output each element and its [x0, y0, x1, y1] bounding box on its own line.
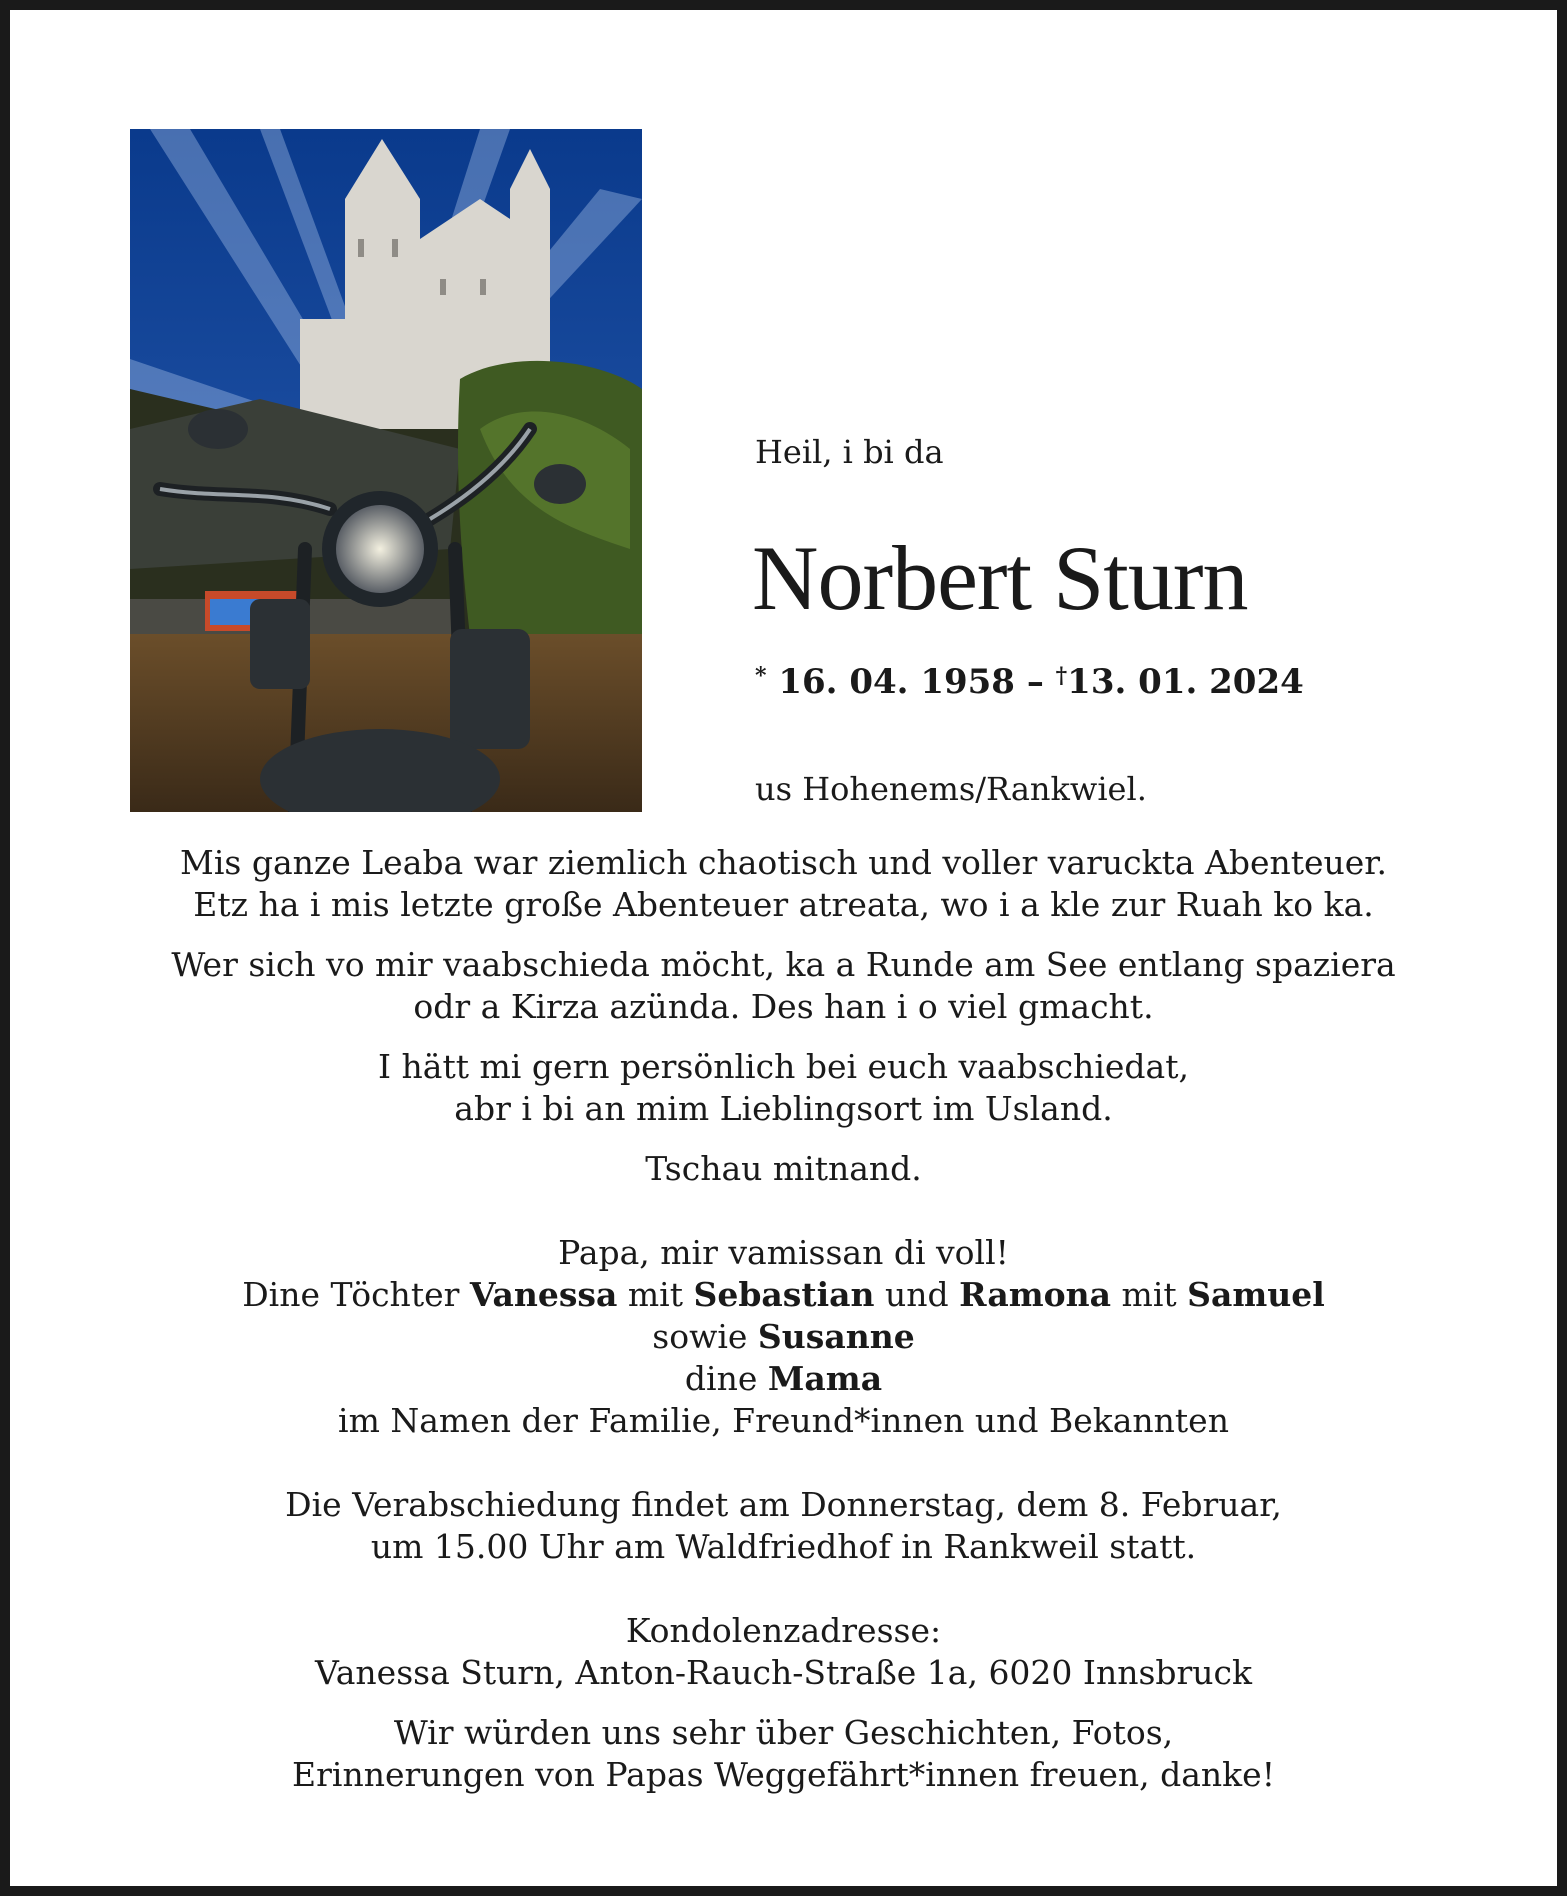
- message-line: Tschau mitnand.: [645, 1149, 922, 1188]
- family-line: im Namen der Familie, Freund*innen und Bekannten: [338, 1401, 1229, 1440]
- family-name: Mama: [767, 1359, 883, 1398]
- farewell-line: Die Verabschiedung findet am Donnerstag, dem 8. Februar,: [285, 1485, 1282, 1524]
- family-name: Susanne: [757, 1317, 915, 1356]
- family-name: Sebastian: [693, 1275, 875, 1314]
- birth-date: 16. 04. 1958: [778, 662, 1015, 702]
- memorial-photo: [130, 129, 642, 812]
- family-line: dine Mama: [684, 1359, 883, 1398]
- message-line: abr i bi an mim Lieblingsort im Usland.: [454, 1089, 1113, 1128]
- origin: us Hohenems/Rankwiel.: [755, 770, 1147, 808]
- family-name: Vanessa: [469, 1275, 618, 1314]
- condolence-label: Kondolenzadresse:: [625, 1611, 942, 1650]
- date-separator: –: [1026, 662, 1044, 702]
- message-line: Etz ha i mis letzte große Abenteuer atreata, wo i a kle zur Ruah ko ka.: [193, 885, 1374, 924]
- message-line: Mis ganze Leaba war ziemlich chaotisch und voller varuckta Abenteuer.: [180, 843, 1387, 882]
- life-dates: [755, 662, 1304, 702]
- message-line: I hätt mi gern persönlich bei euch vaabschiedat,: [378, 1047, 1189, 1086]
- farewell-line: um 15.00 Uhr am Waldfriedhof in Rankweil statt.: [370, 1527, 1197, 1566]
- family-line: Papa, mir vamissan di voll!: [558, 1233, 1009, 1272]
- death-symbol: †: [1055, 663, 1068, 689]
- family-name: Ramona: [959, 1275, 1112, 1314]
- condolence-address: Vanessa Sturn, Anton-Rauch-Straße 1a, 6020 Innsbruck: [314, 1653, 1253, 1692]
- closing-line: Wir würden uns sehr über Geschichten, Fotos,: [393, 1713, 1174, 1752]
- closing-line: Erinnerungen von Papas Weggefährt*innen freuen, danke!: [292, 1755, 1275, 1794]
- message-line: odr a Kirza azünda. Des han i o viel gmacht.: [413, 987, 1154, 1026]
- birth-symbol: *: [755, 663, 767, 689]
- obituary-text: [60, 842, 1507, 1796]
- deceased-name: Norbert Sturn: [752, 527, 1248, 629]
- message-line: Wer sich vo mir vaabschieda möcht, ka a Runde am See entlang spaziera: [171, 945, 1396, 984]
- family-line: sowie Susanne: [652, 1317, 915, 1356]
- greeting: Heil, i bi da: [755, 433, 944, 471]
- family-name: Samuel: [1187, 1275, 1325, 1314]
- family-daughters: Dine Töchter Vanessa mit Sebastian und Ramona mit Samuel: [242, 1275, 1325, 1314]
- death-date: 13. 01. 2024: [1067, 662, 1304, 702]
